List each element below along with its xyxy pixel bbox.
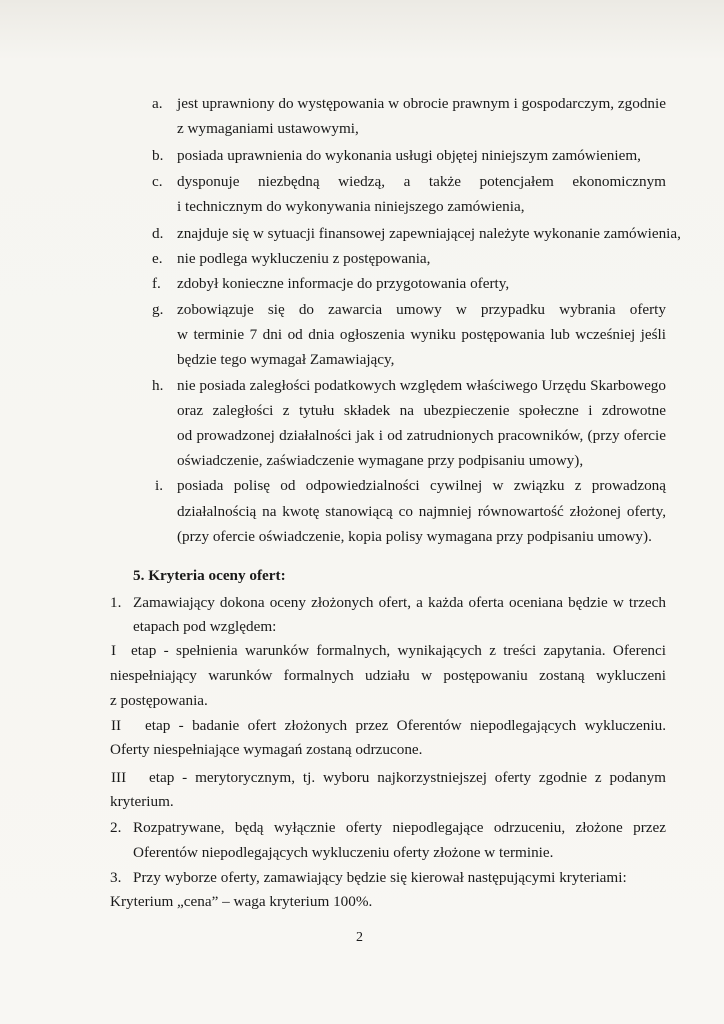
- para-3-line-1: Przy wyborze oferty, zamawiający będzie się kierował następującymi kryteriami:: [133, 869, 627, 886]
- list-item-i-line-3: (przy ofercie oświadczenie, kopia polisy wymagana przy podpisaniu umowy).: [177, 528, 652, 545]
- list-item-h-line-3: od prowadzonej działalności jak i od zatrudnionych pracowników, (przy ofercie: [177, 427, 666, 444]
- stage-2-line-2: Oferty niespełniające wymagań zostaną odrzucone.: [110, 741, 423, 758]
- list-marker-a: a.: [152, 95, 163, 112]
- list-marker-c: c.: [152, 173, 163, 190]
- list-item-b-line-1: posiada uprawnienia do wykonania usługi objętej niniejszym zamówieniem,: [177, 147, 641, 164]
- list-item-h-line-4: oświadczenie, zaświadczenie wymagane przy podpisaniu umowy),: [177, 452, 584, 469]
- stage-1-line-3: z postępowania.: [110, 692, 208, 709]
- page-number: 2: [356, 930, 363, 945]
- list-item-d-line-1: znajduje się w sytuacji finansowej zapewniającej należyte wykonanie zamówienia,: [177, 225, 681, 242]
- list-item-h-line-1: nie posiada zaległości podatkowych względem właściwego Urzędu Skarbowego: [177, 377, 666, 394]
- list-item-g-line-2: w terminie 7 dni od dnia ogłoszenia wyniku postępowania lub wcześniej jeśli: [177, 326, 666, 343]
- stage-marker-3: III: [111, 769, 127, 786]
- list-marker-g: g.: [152, 301, 164, 318]
- para-1-line-1: Zamawiający dokona oceny złożonych ofert, a każda oferta oceniana będzie w trzech: [133, 594, 666, 611]
- list-marker-d: d.: [152, 225, 164, 242]
- section-heading: 5. Kryteria oceny ofert:: [133, 567, 286, 584]
- criterion-line: Kryterium „cena” – waga kryterium 100%.: [110, 893, 373, 910]
- stage-3-line-2: kryterium.: [110, 793, 174, 810]
- stage-1-line-1: etap - spełnienia warunków formalnych, wynikających z treści zapytania. Oferenci: [131, 642, 666, 659]
- stage-marker-2: II: [111, 717, 122, 734]
- list-marker-e: e.: [152, 250, 163, 267]
- list-marker-f: f.: [152, 275, 161, 292]
- list-marker-b: b.: [152, 147, 164, 164]
- para-2-line-1: Rozpatrywane, będą wyłącznie oferty niepodlegające odrzuceniu, złożone przez: [133, 819, 666, 836]
- stage-1-line-2: niespełniający warunków formalnych udziału w postępowaniu zostaną wykluczeni: [110, 667, 666, 684]
- list-item-f-line-1: zdobył konieczne informacje do przygotowania oferty,: [177, 275, 510, 292]
- list-item-c-line-2: i technicznym do wykonywania niniejszego zamówienia,: [177, 198, 525, 215]
- list-item-g-line-1: zobowiązuje się do zawarcia umowy w przypadku wybrania oferty: [177, 301, 666, 318]
- para-1-line-2: etapach pod względem:: [133, 618, 277, 635]
- list-marker-h: h.: [152, 377, 164, 394]
- list-item-e-line-1: nie podlega wykluczeniu z postępowania,: [177, 250, 431, 267]
- list-item-g-line-3: będzie tego wymagał Zamawiający,: [177, 351, 395, 368]
- list-item-i-line-1: posiada polisę od odpowiedzialności cywilnej w związku z prowadzoną: [177, 477, 666, 494]
- para-marker-3: 3.: [110, 869, 122, 886]
- list-item-a-line-1: jest uprawniony do występowania w obrocie prawnym i gospodarczym, zgodnie: [177, 95, 666, 112]
- stage-marker-1: I: [111, 642, 117, 659]
- stage-3-line-1: etap - merytorycznym, tj. wyboru najkorzystniejszej oferty zgodnie z podanym: [149, 769, 666, 786]
- list-item-h-line-2: oraz zaległości z tytułu składek na ubezpieczenie społeczne i zdrowotne: [177, 402, 666, 419]
- list-item-a-line-2: z wymaganiami ustawowymi,: [177, 120, 359, 137]
- stage-2-line-1: etap - badanie ofert złożonych przez Oferentów niepodlegających wykluczeniu.: [145, 717, 666, 734]
- list-item-c-line-1: dysponuje niezbędną wiedzą, a także potencjałem ekonomicznym: [177, 173, 666, 190]
- list-marker-i: i.: [155, 477, 164, 494]
- para-marker-2: 2.: [110, 819, 122, 836]
- para-2-line-2: Oferentów niepodlegających wykluczeniu oferty złożone w terminie.: [133, 844, 554, 861]
- para-marker-1: 1.: [110, 594, 122, 611]
- list-item-i-line-2: działalnością na kwotę stanowiącą co najmniej równowartość złożonej oferty,: [177, 503, 666, 520]
